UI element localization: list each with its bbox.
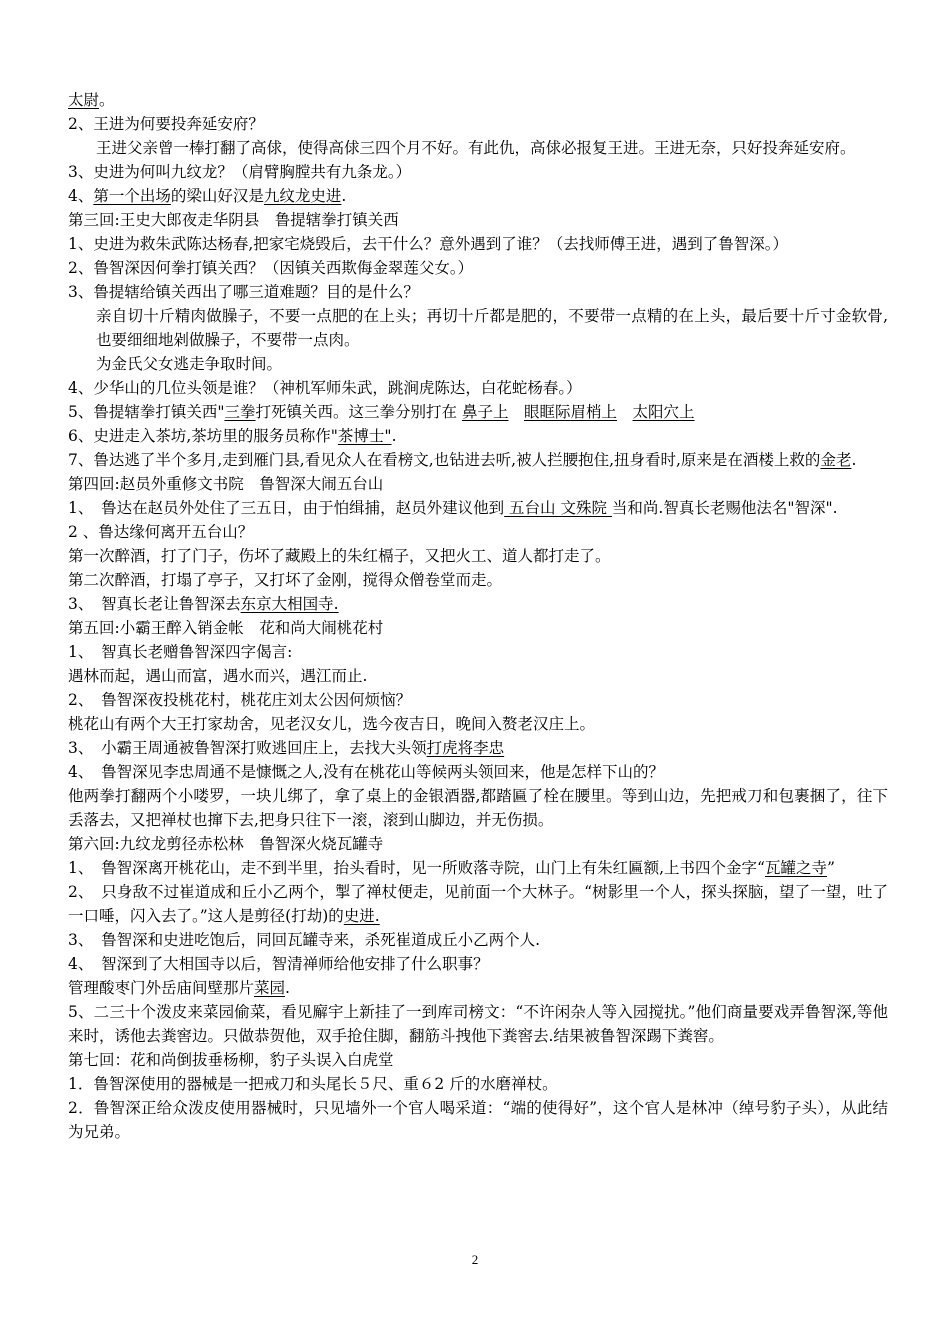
text-segment: 他两拳打翻两个小喽罗，一块儿绑了，拿了桌上的金银酒器,都踏匾了栓在腰里。等到山边，先把戒刀和包裹捆了，往下丢落去，又把禅杖也撺下去,把身只往下一滚，滚到山脚边，并无伤损。 [68, 787, 888, 829]
text-line [68, 184, 888, 208]
underlined-answer: 菜园 [254, 979, 286, 997]
text-segment [617, 403, 633, 421]
underlined-answer: 史进. [343, 907, 380, 925]
underlined-answer: 第一个出场 [93, 187, 171, 205]
text-segment: 亲自切十斤精肉做臊子，不要一点肥的在上头；再切十斤都是肥的，不要带一点精的在上头，最后要十斤寸金软骨,也要细细地剁做臊子，不要带一点肉。 [96, 307, 888, 349]
text-line [68, 1096, 888, 1144]
text-line [68, 976, 888, 1000]
text-segment: 第三回:王史大郎夜走华阴县 鲁提辖拳打镇关西 [68, 211, 399, 229]
text-line [68, 640, 888, 664]
underlined-answer: 眼眶际眉梢上 [523, 403, 617, 421]
text-line [68, 1048, 888, 1072]
text-segment: 4、 智深到了大相国寺以后，智清禅师给他安排了什么职事？ [68, 955, 489, 973]
text-line [68, 664, 888, 688]
text-segment: 当和尚.智真长老赐他法名"智深". [611, 499, 838, 517]
text-line [68, 448, 888, 472]
text-segment: 第四回:赵员外重修文书院 鲁智深大闹五台山 [68, 475, 384, 493]
text-segment: 1、 鲁达在赵员外处住了三五日，由于怕缉捕，赵员外建议他到 [68, 499, 505, 517]
underlined-answer: 东京大相国寺. [240, 595, 339, 613]
text-segment: 7、鲁达逃了半个多月,走到雁门县,看见众人在看榜文,也钻进去听,被人拦腰抱住,扭身看时,原来是在酒楼上救的 [68, 451, 821, 469]
document-page [68, 88, 888, 1144]
text-line [68, 832, 888, 856]
text-segment: 2．鲁智深正给众泼皮使用器械时，只见墙外一个官人喝采道：“端的使得好”，这个官人是林冲（绰号豹子头），从此结为兄弟。 [68, 1099, 888, 1141]
text-line [68, 256, 888, 280]
underlined-answer: 金老 [820, 451, 852, 469]
text-segment: 第六回:九纹龙剪径赤松林 鲁智深火烧瓦罐寺 [68, 835, 384, 853]
text-segment: 6、史进走入茶坊,茶坊里的服务员称作" [68, 427, 338, 445]
text-segment: 4、 鲁智深见李忠周通不是慷慨之人,没有在桃花山等候两头领回来，他是怎样下山的？ [68, 763, 665, 781]
underlined-answer: 茶博士" [337, 427, 392, 445]
text-segment: 打死镇关西。这三拳分别打在 [255, 403, 462, 421]
text-segment: 管理酸枣门外岳庙间壁那片 [68, 979, 255, 997]
text-segment: 第五回:小霸王醉入销金帐 花和尚大闹桃花村 [68, 619, 384, 637]
text-line [68, 400, 888, 424]
text-line [68, 592, 888, 616]
text-line [68, 1072, 888, 1096]
text-segment [508, 403, 524, 421]
text-line [68, 880, 888, 928]
text-segment: 1、 智真长老赠鲁智深四字偈言: [68, 643, 293, 661]
text-segment: 为金氏父女逃走争取时间。 [96, 355, 283, 373]
text-line [68, 88, 888, 112]
text-segment: 3、 小霸王周通被鲁智深打败逃回庄上，去找大头领 [68, 739, 427, 757]
text-line [68, 208, 888, 232]
text-segment: 2、王进为何要投奔延安府？ [68, 115, 264, 133]
text-segment: 5、鲁提辖拳打镇关西" [68, 403, 225, 421]
text-segment: 。 [99, 91, 115, 109]
text-segment: 5、二三十个泼皮来菜园偷菜，看见廨宇上新挂了一到库司榜文：“不许闲杂人等入园搅扰。”他们商量要戏弄鲁智深,等他来时，诱他去粪窖边。只做恭贺他，双手抢住脚，翻筋斗拽他下粪窖去.结果被鲁智深踢下粪窖。 [68, 1003, 888, 1045]
underlined-answer: 五台山 文殊院 [504, 499, 612, 517]
text-segment: 1、 鲁智深离开桃花山，走不到半里，抬头看时，见一所败落寺院，山门上有朱红匾额,上书四个金字“ [68, 859, 765, 877]
text-line [68, 280, 888, 304]
text-line [68, 688, 888, 712]
text-segment: 的梁山好汉是 [170, 187, 264, 205]
page-number: 2 [471, 1252, 479, 1267]
text-segment: 第一次醉酒，打了门子，伤坏了藏殿上的朱红槅子，又把火工、道人都打走了。 [68, 547, 611, 565]
underlined-answer: 打虎将李忠 [426, 739, 505, 757]
text-segment: 3、 智真长老让鲁智深去 [68, 595, 241, 613]
underlined-answer: 九纹龙史进 [263, 187, 342, 205]
text-line [68, 616, 888, 640]
underlined-answer: 太尉 [68, 91, 100, 109]
text-segment: 1、史进为救朱武陈达杨春,把家宅烧毁后，去干什么？意外遇到了谁？（去找师傅王进，遇到了鲁智深。） [68, 235, 789, 253]
text-line [68, 784, 888, 832]
text-line [68, 496, 888, 520]
text-segment: 4、 [68, 187, 94, 205]
text-line [68, 376, 888, 400]
text-segment: . [851, 451, 857, 469]
text-segment: 2、鲁智深因何拳打镇关西？（因镇关西欺侮金翠莲父女。） [68, 259, 474, 277]
text-segment: ” [826, 859, 835, 877]
text-line [68, 544, 888, 568]
text-segment: . [341, 187, 347, 205]
text-segment: . [285, 979, 290, 997]
text-line [68, 112, 888, 136]
underlined-answer: 瓦罐之寺 [764, 859, 827, 877]
text-line [68, 1000, 888, 1048]
underlined-answer: 太阳穴上 [632, 403, 695, 421]
text-line [68, 352, 888, 376]
text-line [68, 736, 888, 760]
text-segment: 3、 鲁智深和史进吃饱后，同回瓦罐寺来，杀死崔道成丘小乙两个人. [68, 931, 541, 949]
text-line [68, 760, 888, 784]
text-line [68, 472, 888, 496]
text-segment: 第二次醉酒，打塌了亭子，又打坏了金刚，搅得众僧卷堂而走。 [68, 571, 503, 589]
text-line [68, 928, 888, 952]
text-line [68, 952, 888, 976]
text-line [68, 424, 888, 448]
text-segment: 桃花山有两个大王打家劫舍，见老汉女儿，选今夜吉日，晚间入赘老汉庄上。 [68, 715, 596, 733]
text-segment: 2、 鲁智深夜投桃花村，桃花庄刘太公因何烦恼？ [68, 691, 412, 709]
text-segment: 2、 只身敌不过崔道成和丘小乙两个，掣了禅杖便走，见前面一个大林子。“树影里一个人，探头探脑，望了一望，吐了一口唾，闪入去了。”这人是剪径(打劫)的 [68, 883, 888, 925]
text-line [68, 160, 888, 184]
text-line [68, 856, 888, 880]
text-segment: 3、鲁提辖给镇关西出了哪三道难题？目的是什么？ [68, 283, 419, 301]
text-line [68, 568, 888, 592]
text-segment: . [391, 427, 397, 445]
text-segment: 2 、鲁达缘何离开五台山？ [68, 523, 254, 541]
text-line [68, 232, 888, 256]
text-line [68, 304, 888, 352]
text-line [68, 520, 888, 544]
underlined-answer: 三拳 [224, 403, 256, 421]
underlined-answer: 鼻子上 [461, 403, 509, 421]
text-line [68, 712, 888, 736]
text-segment: 1．鲁智深使用的器械是一把戒刀和头尾长５尺、重６2 斤的水磨禅杖。 [68, 1075, 558, 1093]
text-segment: 第七回：花和尚倒拔垂杨柳，豹子头误入白虎堂 [68, 1051, 394, 1069]
text-segment: 4、少华山的几位头领是谁？（神机军师朱武，跳涧虎陈达，白花蛇杨春。） [68, 379, 582, 397]
text-line [68, 136, 888, 160]
text-segment: 遇林而起，遇山而富，遇水而兴，遇江而止. [68, 667, 368, 685]
text-segment: 3、史进为何叫九纹龙？（肩臂胸膛共有九条龙。） [68, 163, 412, 181]
text-segment: 王进父亲曾一棒打翻了高俅，使得高俅三四个月不好。有此仇，高俅必报复王进。王进无奈，只好投奔延安府。 [96, 139, 856, 157]
